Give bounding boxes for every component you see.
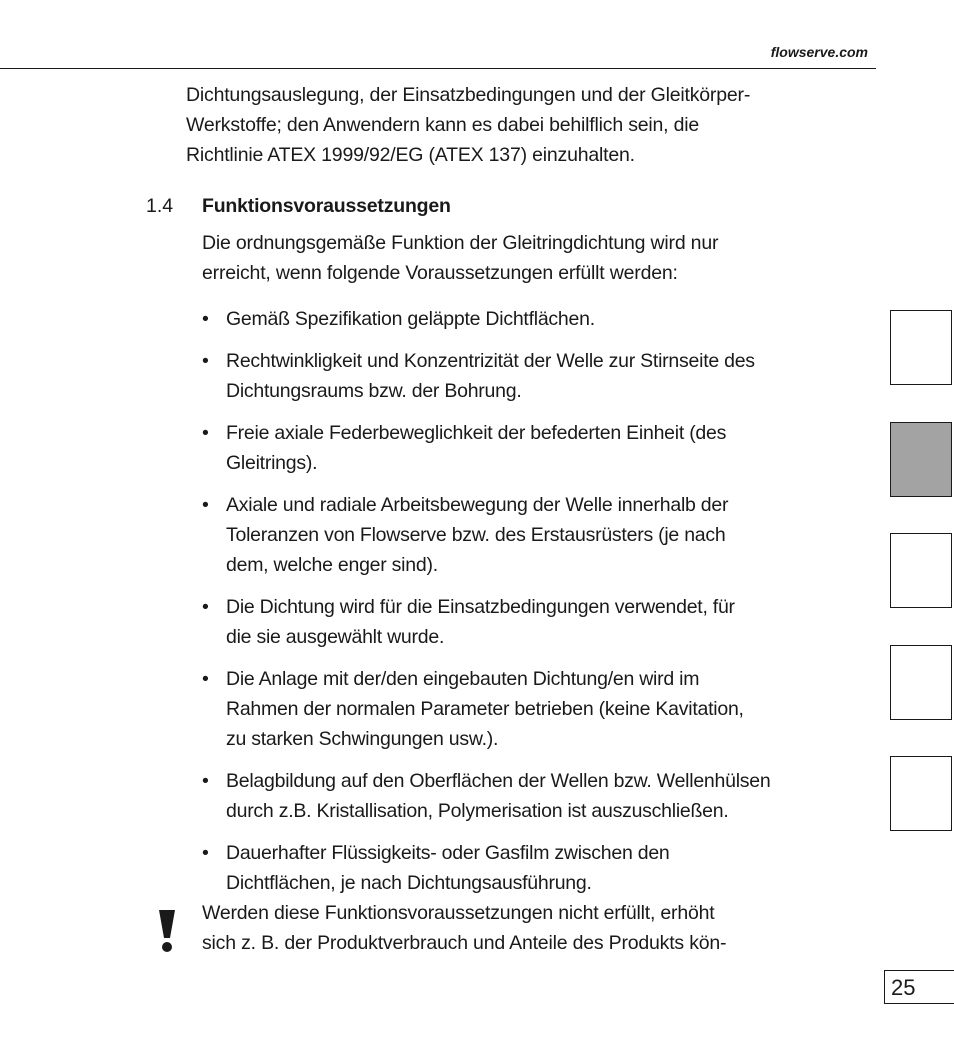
- bullet-dot: •: [202, 770, 209, 792]
- list-item-line: dem, welche enger sind).: [226, 554, 438, 576]
- section-heading: [146, 192, 451, 220]
- list-item-line: Die Dichtung wird für die Einsatzbedingungen verwendet, für: [226, 596, 735, 618]
- intro-line: Richtlinie ATEX 1999/92/EG (ATEX 137) einzuhalten.: [186, 144, 635, 166]
- section-intro-line: erreicht, wenn folgende Voraussetzungen erfüllt werden:: [202, 262, 678, 284]
- list-item-line: Axiale und radiale Arbeitsbewegung der Welle innerhalb der: [226, 494, 729, 516]
- exclamation-icon: [156, 908, 178, 954]
- list-item-line: Rechtwinkligkeit und Konzentrizität der Welle zur Stirnseite des: [226, 350, 755, 372]
- list-item: [202, 304, 882, 334]
- intro-line: Werkstoffe; den Anwendern kann es dabei behilflich sein, die: [186, 114, 700, 136]
- bullet-dot: •: [202, 350, 209, 372]
- header-rule: [0, 68, 876, 69]
- chapter-tab[interactable]: [890, 756, 952, 831]
- chapter-tab[interactable]: [890, 310, 952, 385]
- list-item: [202, 766, 882, 826]
- section-number: 1.4: [146, 195, 174, 217]
- list-item-line: Belagbildung auf den Oberflächen der Wellen bzw. Wellenhülsen: [226, 770, 771, 792]
- list-item-line: Gleitrings).: [226, 452, 318, 474]
- header-url: flowserve.com: [770, 44, 868, 60]
- warning-line: sich z. B. der Produktverbrauch und Anteile des Produkts kön-: [202, 932, 727, 954]
- bullet-dot: •: [202, 422, 209, 444]
- bullet-dot: •: [202, 842, 209, 864]
- section-title: Funktionsvoraussetzungen: [202, 195, 451, 217]
- bullet-dot: •: [202, 308, 209, 330]
- section-intro-line: Die ordnungsgemäße Funktion der Gleitringdichtung wird nur: [202, 232, 719, 254]
- chapter-tab-active[interactable]: [890, 422, 952, 497]
- bullet-dot: •: [202, 668, 209, 690]
- section-intro: [202, 228, 882, 288]
- requirements-list: [202, 304, 882, 910]
- list-item-line: Toleranzen von Flowserve bzw. des Erstausrüsters (je nach: [226, 524, 726, 546]
- list-item-line: Die Anlage mit der/den eingebauten Dichtung/en wird im: [226, 668, 700, 690]
- page-number: 25: [884, 970, 954, 1004]
- list-item-line: durch z.B. Kristallisation, Polymerisation ist auszuschließen.: [226, 800, 729, 822]
- list-item-line: zu starken Schwingungen usw.).: [226, 728, 499, 750]
- list-item-line: Dichtungsraums bzw. der Bohrung.: [226, 380, 522, 402]
- list-item-line: Dichtflächen, je nach Dichtungsausführung.: [226, 872, 592, 894]
- list-item-line: Gemäß Spezifikation geläppte Dichtflächen.: [226, 308, 595, 330]
- bullet-dot: •: [202, 596, 209, 618]
- list-item: [202, 490, 882, 580]
- intro-line: Dichtungsauslegung, der Einsatzbedingungen und der Gleitkörper-: [186, 84, 751, 106]
- list-item: [202, 664, 882, 754]
- list-item: [202, 592, 882, 652]
- intro-paragraph: [186, 80, 876, 170]
- warning-line: Werden diese Funktionsvoraussetzungen nicht erfüllt, erhöht: [202, 902, 715, 924]
- list-item-line: Dauerhafter Flüssigkeits- oder Gasfilm zwischen den: [226, 842, 670, 864]
- list-item-line: Freie axiale Federbeweglichkeit der befederten Einheit (des: [226, 422, 727, 444]
- list-item-line: die sie ausgewählt wurde.: [226, 626, 445, 648]
- list-item: [202, 346, 882, 406]
- chapter-tab[interactable]: [890, 533, 952, 608]
- chapter-tab[interactable]: [890, 645, 952, 720]
- list-item-line: Rahmen der normalen Parameter betrieben (keine Kavitation,: [226, 698, 744, 720]
- bullet-dot: •: [202, 494, 209, 516]
- warning-text: [202, 898, 882, 958]
- list-item: [202, 418, 882, 478]
- list-item: [202, 838, 882, 898]
